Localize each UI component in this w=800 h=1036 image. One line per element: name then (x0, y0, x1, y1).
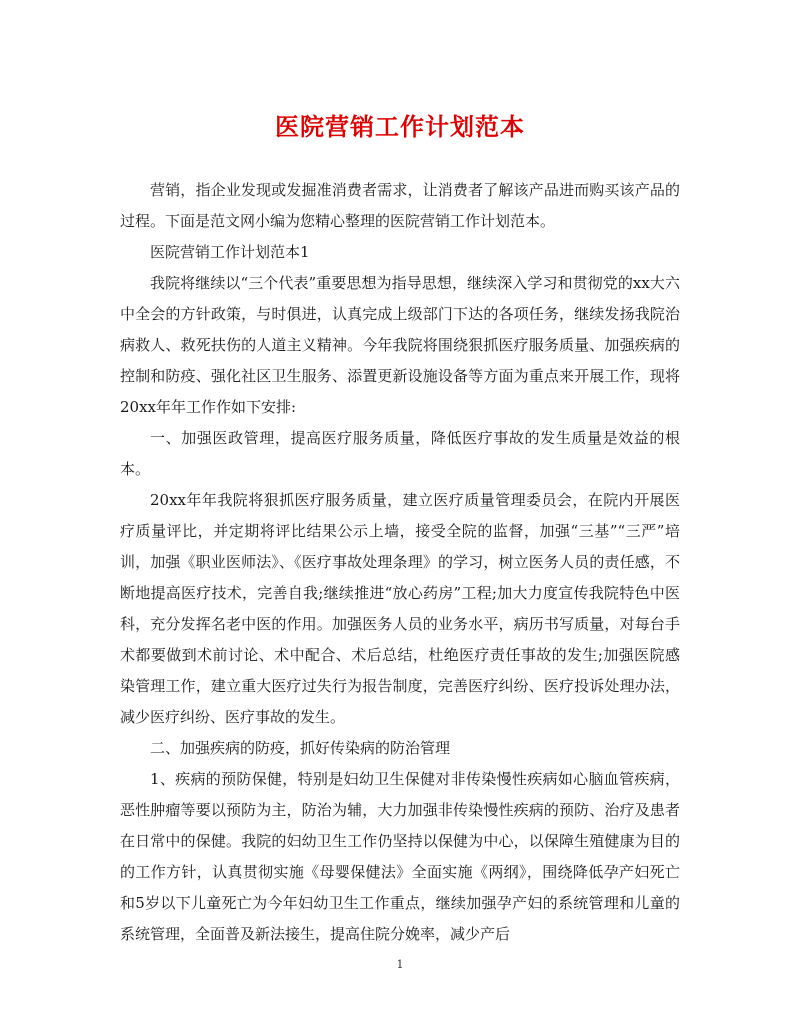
document-body (120, 175, 680, 950)
paragraph-section-heading: 医院营销工作计划范本1 (150, 243, 310, 261)
paragraph-item-one-body: 20xx年年我院将狠抓医疗服务质量，建立医疗质量管理委员会，在院内开展医疗质量评比，并定期将评比结果公示上墙，接受全院的监督，加强“三基”“三严”培训，加强《职业医师法》、《医疗事故处理条理》的学习，树立医务人员的责任感，不断地提高医疗技术，完善自我;继续推进“放心药房”工程;加大力度宣传我院特色中医科，充分发挥名老中医的作用。加强医务人员的业务水平，病历书写质量，对每台手术都要做到术前讨论、术中配合、术后总结，杜绝医疗责任事故的发生;加强医院感染管理工作，建立重大医疗过失行为报告制度，完善医疗纠纷、医疗投诉处理办法，减少医疗纠纷、医疗事故的发生。 (120, 491, 680, 726)
paragraph-item-two-heading: 二、加强疾病的防疫，抓好传染病的防治管理 (150, 739, 451, 757)
paragraph-item-two-body: 1、疾病的预防保健，特别是妇幼卫生保健对非传染慢性疾病如心脑血管疾病，恶性肿瘤等要以预防为主，防治为辅，大力加强非传染慢性疾病的预防、治疗及患者在日常中的保健。我院的妇幼卫生工作仍坚持以保健为中心，以保障生殖健康为目的的工作方针，认真贯彻实施《母婴保健法》全面实施《两纲》，围绕降低孕产妇死亡和5岁以下儿童死亡为今年妇幼卫生工作重点，继续加强孕产妇的系统管理和儿童的系统管理，全面普及新法接生，提高住院分娩率，减少产后 (120, 770, 680, 943)
paragraph-item-one-heading: 一、加强医政管理，提高医疗服务质量，降低医疗事故的发生质量是效益的根本。 (120, 429, 680, 478)
document-title: 医院营销工作计划范本 (275, 112, 525, 141)
page-number: 1 (396, 958, 404, 971)
paragraph-overview: 我院将继续以“三个代表”重要思想为指导思想，继续深入学习和贯彻党的xx大六中全会的方针政策，与时俱进，认真完成上级部门下达的各项任务，继续发扬我院治病救人、救死扶伤的人道主义精神。今年我院将围绕狠抓医疗服务质量、加强疾病的控制和防疫、强化社区卫生服务、添置更新设施设备等方面为重点来开展工作，现将20xx年年工作作如下安排: (120, 274, 680, 416)
paragraph-intro: 营销，指企业发现或发掘准消费者需求，让消费者了解该产品进而购买该产品的过程。下面是范文网小编为您精心整理的医院营销工作计划范本。 (120, 181, 680, 230)
